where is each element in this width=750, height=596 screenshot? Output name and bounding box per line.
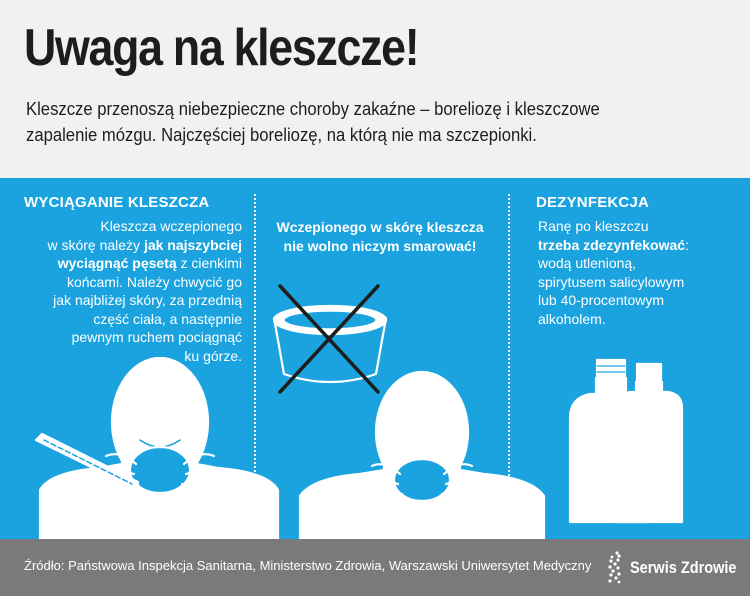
- text-line: Ranę po kleszczu: [538, 218, 649, 234]
- removal-text: [24, 217, 242, 365]
- text-line: w skórę należy jak najszybciej: [47, 236, 242, 253]
- text-line: lub 40-procentowym: [538, 292, 665, 308]
- disinfection-heading: DEZYNFEKCJA: [536, 194, 650, 211]
- intro-line: zapalenie mózgu. Najczęściej boreliozę, na którą nie ma szczepionki.: [26, 124, 537, 145]
- text-line: ku górze.: [184, 347, 242, 364]
- no-ointment-illustration: [274, 286, 544, 539]
- text-line: Wczepionego w skórę kleszcza: [276, 219, 484, 235]
- text-line: końcami. Należy chwycić go: [66, 273, 242, 290]
- text-line: jak najbliżej skóry, za przednią: [53, 292, 242, 308]
- bottle-icon: [570, 378, 652, 522]
- text-line: trzeba zdezynfekować:: [538, 236, 689, 253]
- warning-column: [262, 218, 498, 255]
- removal-heading: WYCIĄGANIE KLESZCZA: [24, 194, 210, 211]
- text-line: alkoholem.: [538, 310, 606, 327]
- text-line: pewnym ruchem pociągnąć: [71, 329, 242, 345]
- brand-logo[interactable]: [604, 551, 750, 585]
- info-panel: [0, 178, 750, 539]
- text-line: Kleszcza wczepionego: [100, 218, 242, 234]
- dna-logo-icon: [604, 551, 626, 585]
- header: [0, 0, 750, 178]
- removal-column: [24, 194, 256, 365]
- source-text: Źródło: Państwowa Inspekcja Sanitarna, Ministerstwo Zdrowia, Warszawski Uniwersytet Medyczny: [24, 558, 592, 573]
- warning-text: [262, 218, 498, 255]
- column-divider: [508, 194, 510, 520]
- bottle-cap-icon: [597, 360, 625, 378]
- page-title: Uwaga na kleszcze!: [24, 19, 419, 77]
- text-line: nie wolno niczym smarować!: [283, 237, 477, 254]
- tick-body-icon: [130, 447, 190, 493]
- text-line: wodą utlenioną,: [538, 255, 637, 271]
- intro-text: [26, 96, 726, 148]
- tweezers-tick-illustration: [36, 358, 278, 539]
- disinfection-text: [536, 217, 736, 328]
- brand-name: Serwis Zdrowie: [630, 558, 737, 577]
- footer: [0, 539, 750, 596]
- intro-line: Kleszcze przenoszą niebezpieczne choroby zakaźne – boreliozę i kleszczowe: [26, 98, 600, 119]
- text-line: część ciała, a następnie: [93, 310, 242, 327]
- disinfectant-bottles-illustration: [570, 360, 682, 522]
- text-line: wyciągnąć pęsetą z cienkimi: [57, 255, 242, 271]
- disinfection-column: [536, 194, 736, 328]
- bottle-cap-icon: [637, 364, 661, 382]
- text-line: spirytusem salicylowym: [538, 273, 685, 290]
